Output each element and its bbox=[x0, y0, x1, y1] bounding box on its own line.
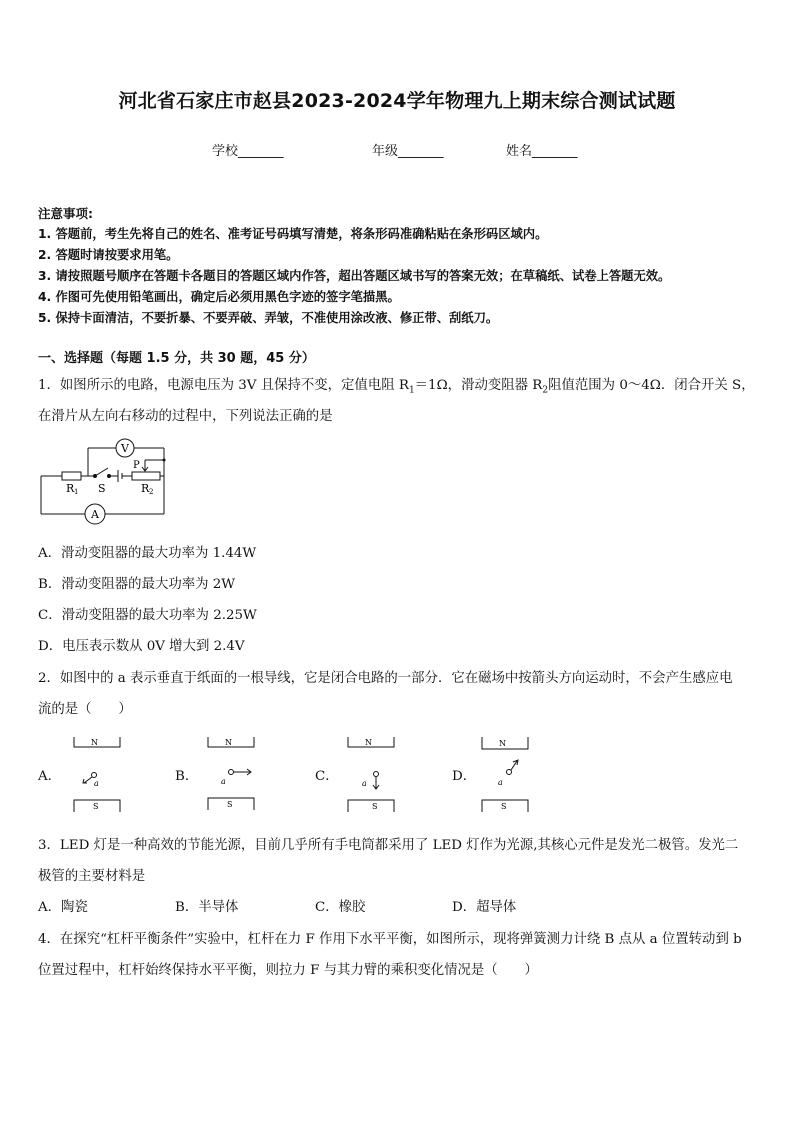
q1-option-c[interactable]: C．滑动变阻器的最大功率为 2.25W bbox=[38, 608, 257, 623]
south-pole-label: S bbox=[501, 802, 507, 811]
r2-label: R bbox=[141, 482, 150, 495]
north-pole-label: N bbox=[91, 738, 98, 747]
q4-stem-line1: 4．在探究“杠杆平衡条件”实验中，杠杆在力 F 作用下水平平衡，如图所示，现将弹簧测力计绕 B 点从 a 位置转动到 b bbox=[38, 932, 742, 947]
school-label: 学校 bbox=[212, 144, 239, 159]
grade-field[interactable] bbox=[372, 140, 444, 159]
r1-label: R bbox=[66, 482, 75, 495]
school-blank: _______ bbox=[238, 144, 284, 159]
q1-option-d[interactable]: D．电压表示数从 0V 增大到 2.4V bbox=[38, 639, 245, 654]
north-pole-label: N bbox=[225, 738, 232, 747]
south-pole-label: S bbox=[93, 802, 99, 811]
paper-title: 河北省石家庄市赵县2023-2024学年物理九上期末综合测试试题 bbox=[118, 90, 676, 112]
q2-figure-c bbox=[340, 734, 402, 814]
q1-option-a[interactable]: A．滑动变阻器的最大功率为 1.44W bbox=[38, 546, 257, 561]
q3-option-b[interactable]: B．半导体 bbox=[175, 900, 239, 915]
q3-option-d[interactable]: D．超导体 bbox=[452, 900, 517, 915]
q2-option-d[interactable]: D． bbox=[452, 769, 477, 784]
north-pole-label: N bbox=[499, 739, 506, 748]
school-field[interactable] bbox=[212, 140, 284, 159]
south-pole-label: S bbox=[372, 802, 378, 811]
name-label: 姓名 bbox=[506, 144, 533, 159]
ammeter-label: A bbox=[91, 508, 99, 521]
q1-stem-line2: 在滑片从左向右移动的过程中，下列说法正确的是 bbox=[38, 409, 333, 424]
voltmeter-label: V bbox=[121, 442, 129, 455]
wire-label: a bbox=[498, 778, 503, 787]
q4-stem-line2: 位置过程中，杠杆始终保持水平平衡，则拉力 F 与其力臂的乘积变化情况是（ ） bbox=[38, 963, 538, 978]
q3-stem-line1: 3．LED 灯是一种高效的节能光源，目前几乎所有手电筒都采用了 LED 灯作为光源,其核心元件是发光二极管。发光二 bbox=[38, 838, 739, 853]
r2-sub: 2 bbox=[149, 488, 154, 496]
q2-option-b[interactable]: B． bbox=[175, 769, 199, 784]
note-item: 4. 作图可先使用铅笔画出，确定后必须用黑色字迹的签字笔描黑。 bbox=[38, 290, 400, 304]
note-item: 5. 保持卡面清洁，不要折暴、不要弄破、弄皱，不准使用涂改液、修正带、刮纸刀。 bbox=[38, 311, 499, 325]
wire-label: a bbox=[362, 779, 367, 788]
north-pole-label: N bbox=[365, 738, 372, 747]
q2-figure-d bbox=[474, 734, 536, 814]
note-item: 3. 请按照题号顺序在答题卡各题目的答题区域内作答，超出答题区域书写的答案无效；在草稿纸、试卷上答题无效。 bbox=[38, 269, 671, 283]
r1-sub: 1 bbox=[74, 488, 79, 496]
note-item: 1. 答题前，考生先将自己的姓名、准考证号码填写清楚，将条形码准确粘贴在条形码区域内。 bbox=[38, 227, 548, 241]
south-pole-label: S bbox=[227, 800, 233, 809]
name-field[interactable] bbox=[506, 140, 578, 159]
q2-option-c[interactable]: C． bbox=[315, 769, 339, 784]
section-heading: 一、选择题（每题 1.5 分，共 30 题，45 分） bbox=[38, 351, 315, 366]
name-blank: _______ bbox=[532, 144, 578, 159]
q2-stem-line2: 流的是（ ） bbox=[38, 702, 132, 717]
slider-label: P bbox=[133, 460, 140, 471]
grade-blank: _______ bbox=[398, 144, 444, 159]
notes-heading: 注意事项: bbox=[38, 206, 93, 221]
grade-label: 年级 bbox=[372, 144, 399, 159]
switch-label: S bbox=[98, 482, 106, 495]
q1-option-b[interactable]: B．滑动变阻器的最大功率为 2W bbox=[38, 577, 236, 592]
wire-label: a bbox=[221, 777, 226, 786]
q2-option-a[interactable]: A． bbox=[38, 769, 62, 784]
q1-circuit-figure bbox=[38, 434, 170, 526]
q3-option-c[interactable]: C．橡胶 bbox=[315, 900, 366, 915]
q2-figure-a bbox=[66, 734, 128, 814]
q1-stem-line1: 1．如图所示的电路，电源电压为 3V 且保持不变，定值电阻 $R_1=1\Omega$，滑动变阻器 $R_2$阻值范围为 0～4Ω．闭合开关 S， bbox=[38, 378, 755, 396]
note-item: 2. 答题时请按要求用笔。 bbox=[38, 248, 179, 262]
q3-stem-line2: 极管的主要材料是 bbox=[38, 869, 146, 884]
q3-option-a[interactable]: A．陶瓷 bbox=[38, 900, 88, 915]
q2-figure-b bbox=[200, 734, 262, 814]
q2-stem-line1: 2．如图中的 a 表示垂直于纸面的一根导线，它是闭合电路的一部分．它在磁场中按箭头方向运动时，不会产生感应电 bbox=[38, 671, 733, 686]
wire-label: a bbox=[94, 779, 99, 788]
